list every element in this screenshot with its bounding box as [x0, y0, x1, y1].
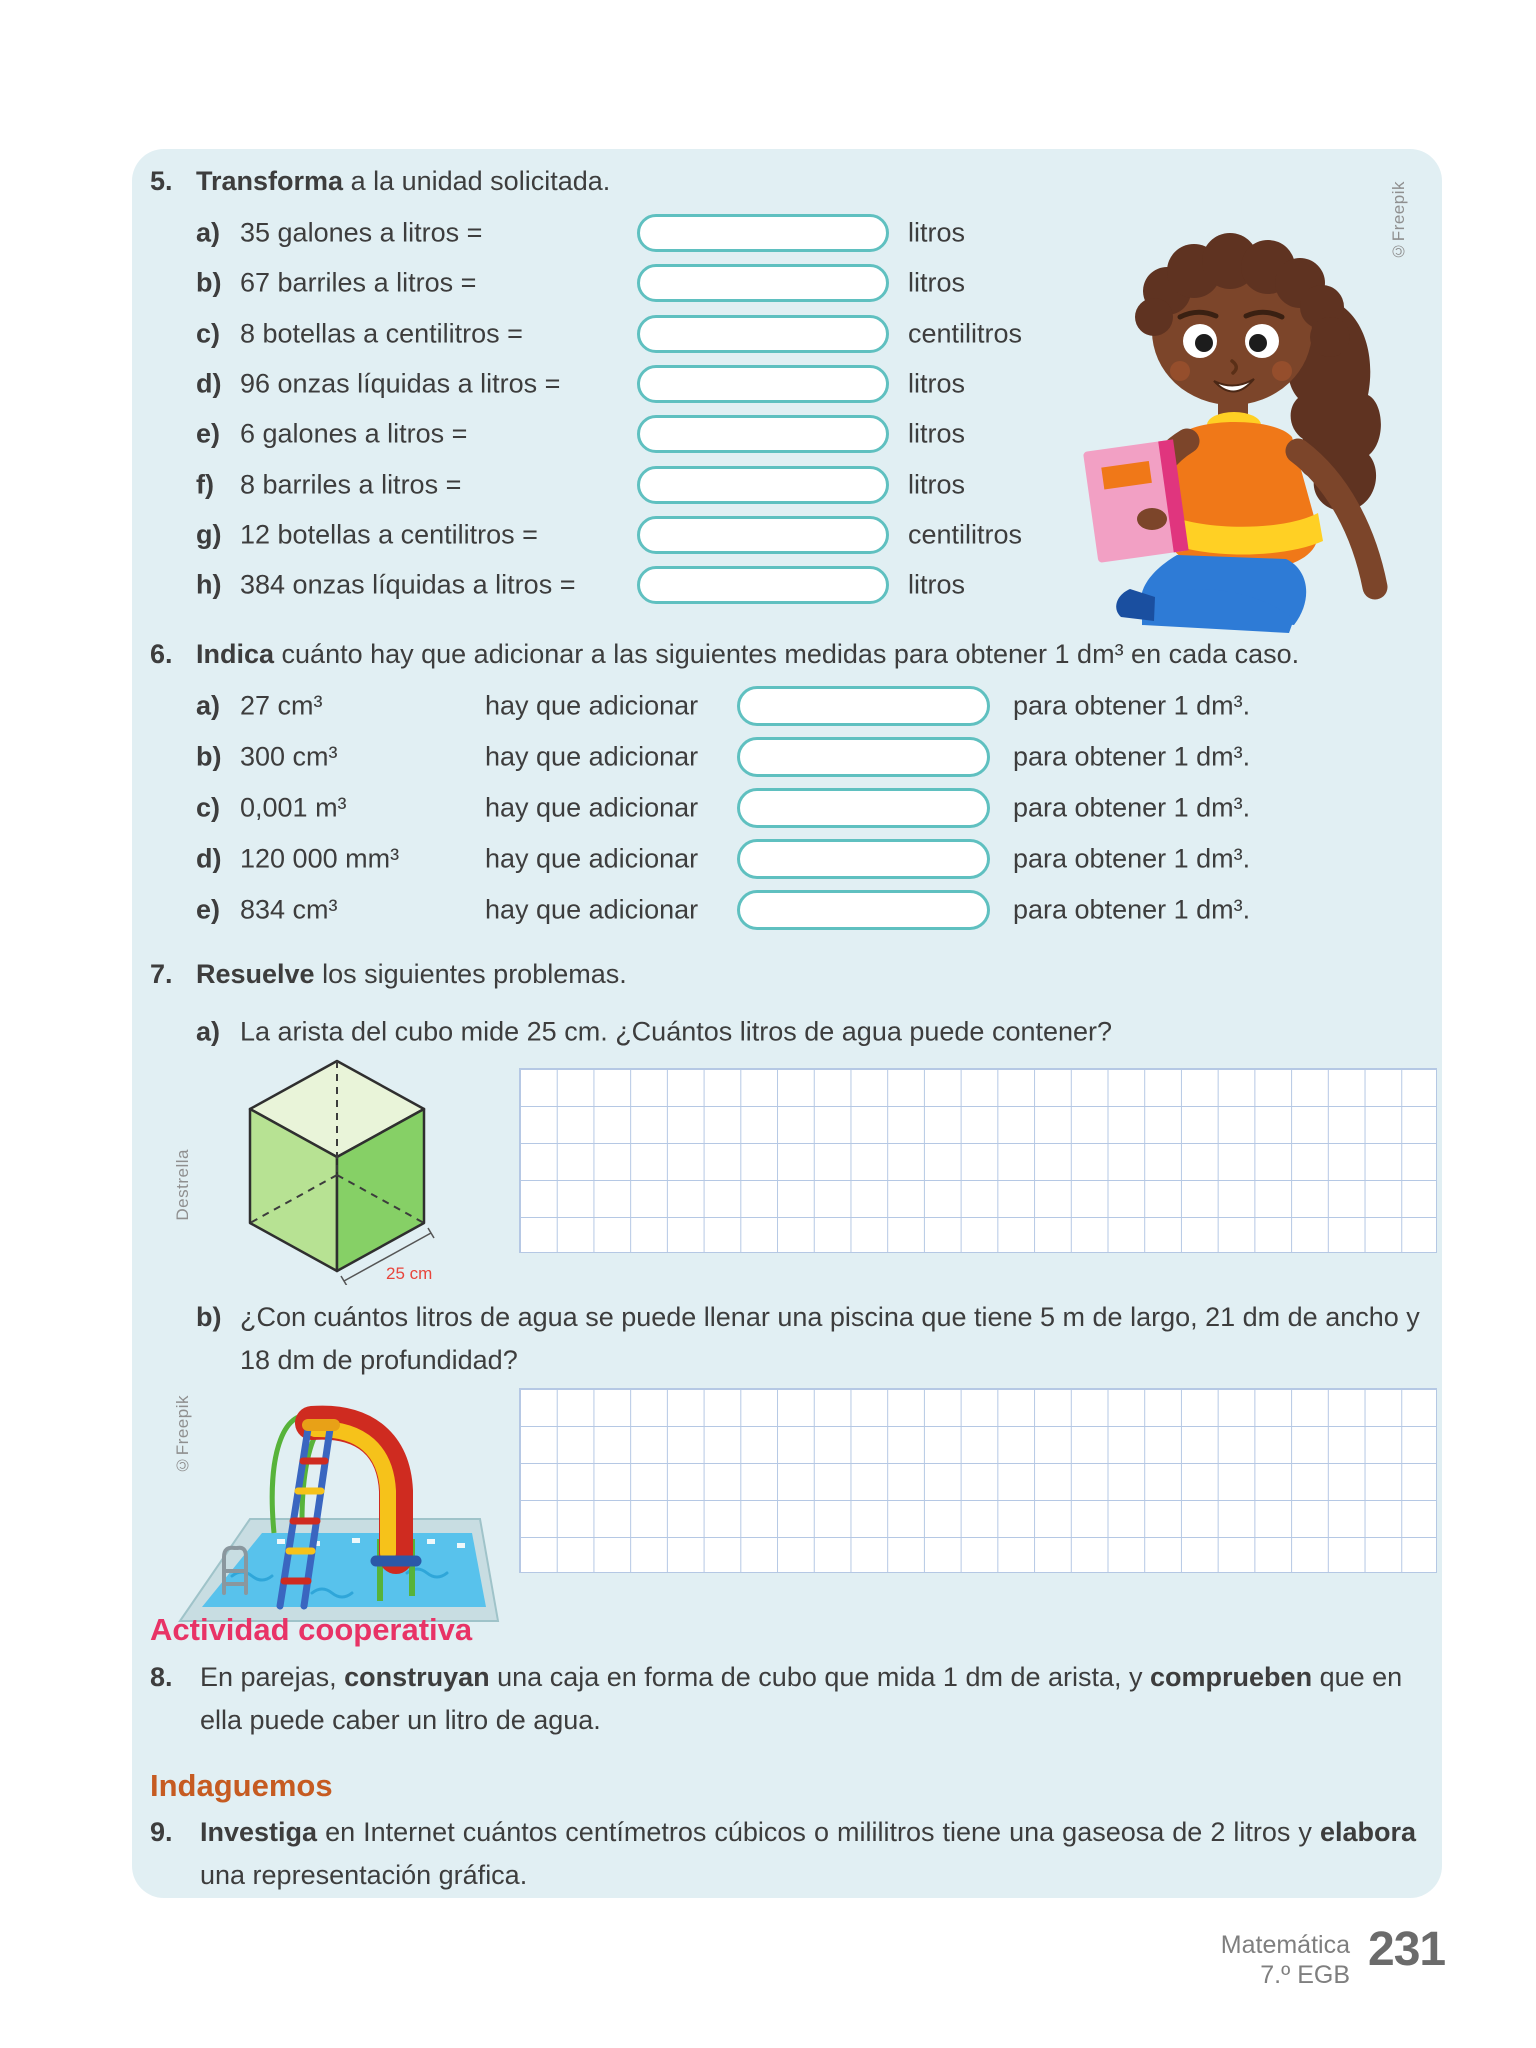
dimension-label: 25 cm — [386, 1264, 433, 1283]
exercise-6d-row — [132, 839, 1442, 879]
activity-heading: Actividad cooperativa — [150, 1612, 473, 1647]
item-label: b) — [196, 741, 222, 772]
section-5-title-rest: a la unidad solicitada. — [343, 166, 611, 196]
item-mid-text: hay que adicionar — [485, 792, 699, 823]
item-text: 67 barriles a litros = — [240, 267, 477, 298]
cube-figure — [242, 1057, 452, 1285]
unit-label: litros — [908, 469, 966, 500]
item-mid-text: hay que adicionar — [485, 690, 699, 721]
section-7-verb: Resuelve — [196, 959, 315, 989]
item-label: d) — [196, 368, 222, 399]
item-number: 9. — [150, 1817, 173, 1847]
item-mid-text: hay que adicionar — [485, 894, 699, 925]
section-7-title-rest: los siguientes problemas. — [314, 959, 627, 989]
item-post-text: para obtener 1 dm³. — [1013, 792, 1251, 823]
exercise-6e-row — [132, 890, 1442, 930]
answer-box[interactable] — [637, 516, 889, 554]
freepik-credit-girl: ©Freepik — [1389, 181, 1408, 261]
exercise-6b-row — [132, 737, 1442, 777]
item-label: d) — [196, 843, 222, 874]
item-label: e) — [196, 418, 221, 449]
unit-label: litros — [908, 368, 966, 399]
answer-box[interactable] — [637, 466, 889, 504]
unit-label: litros — [908, 267, 966, 298]
footer-course: Matemática — [1220, 1931, 1350, 1959]
item-number: 8. — [150, 1662, 173, 1692]
item-label: c) — [196, 792, 221, 823]
item-label: a) — [196, 1016, 221, 1047]
section-6-title-rest: cuánto hay que adicionar a las siguientes medidas para obtener 1 dm³ en cada caso. — [274, 639, 1300, 669]
girl-illustration — [1082, 199, 1412, 639]
exercise-7a-row — [132, 1012, 1442, 1052]
item-label: f) — [196, 469, 214, 500]
item-text: 96 onzas líquidas a litros = — [240, 368, 561, 399]
item-mid-text: hay que adicionar — [485, 843, 699, 874]
answer-box[interactable] — [737, 839, 990, 879]
answer-grid-7a[interactable] — [519, 1068, 1437, 1253]
item-label: a) — [196, 217, 221, 248]
unit-label: litros — [908, 569, 966, 600]
unit-label: litros — [908, 418, 966, 449]
item-label: a) — [196, 690, 221, 721]
item-value: 300 cm³ — [240, 741, 338, 772]
worksheet-panel — [132, 149, 1442, 1898]
item-post-text: para obtener 1 dm³. — [1013, 843, 1251, 874]
item-post-text: para obtener 1 dm³. — [1013, 690, 1251, 721]
section-6-number: 6. — [150, 639, 173, 669]
item-label: e) — [196, 894, 221, 925]
indaguemos-heading: Indaguemos — [150, 1768, 333, 1803]
item-value: 0,001 m³ — [240, 792, 347, 823]
item-label: b) — [196, 267, 222, 298]
item-mid-text: hay que adicionar — [485, 741, 699, 772]
unit-label: litros — [908, 217, 966, 248]
item-text: La arista del cubo mide 25 cm. ¿Cuántos litros de agua puede contener? — [240, 1016, 1113, 1047]
answer-box[interactable] — [637, 315, 889, 353]
item-value: 27 cm³ — [240, 690, 323, 721]
item-text: 35 galones a litros = — [240, 217, 483, 248]
destrella-credit: Destrella — [173, 1149, 192, 1221]
answer-box[interactable] — [637, 214, 889, 252]
section-5-verb: Transforma — [196, 166, 344, 196]
unit-label: centilitros — [908, 318, 1023, 349]
item-value: 120 000 mm³ — [240, 843, 400, 874]
item-text: 384 onzas líquidas a litros = — [240, 569, 576, 600]
answer-box[interactable] — [737, 890, 990, 930]
item-text: 6 galones a litros = — [240, 418, 468, 449]
answer-box[interactable] — [737, 737, 990, 777]
answer-box[interactable] — [637, 566, 889, 604]
exercise-6c-row — [132, 788, 1442, 828]
item-text: ¿Con cuántos litros de agua se puede llenar una piscina que tiene 5 m de largo, 21 dm de ancho y 18 dm de profundidad? — [240, 1302, 1420, 1375]
footer-grade: 7.º EGB — [1260, 1961, 1350, 1989]
answer-box[interactable] — [637, 365, 889, 403]
footer-course-block — [1221, 1930, 1350, 1990]
answer-box[interactable] — [637, 415, 889, 453]
item-text: 8 barriles a litros = — [240, 469, 462, 500]
item-label: h) — [196, 569, 222, 600]
item-text: En parejas, construyan una caja en forma de cubo que mida 1 dm de arista, y comprueben que en ella puede caber un litro de agua. — [200, 1662, 1403, 1735]
item-label: g) — [196, 519, 222, 550]
item-text: Investiga en Internet cuántos centímetros cúbicos o mililitros tiene una gaseosa de 2 litros y elabora una representación gráfica. — [200, 1817, 1416, 1890]
freepik-credit-pool: ©Freepik — [173, 1395, 192, 1475]
section-5-number: 5. — [150, 166, 173, 196]
section-7-number: 7. — [150, 959, 173, 989]
answer-box[interactable] — [637, 264, 889, 302]
answer-box[interactable] — [737, 686, 990, 726]
pool-illustration — [162, 1391, 502, 1636]
item-text: 12 botellas a centilitros = — [240, 519, 538, 550]
item-label: c) — [196, 318, 221, 349]
exercise-6a-row — [132, 686, 1442, 726]
item-text: 8 botellas a centilitros = — [240, 318, 523, 349]
answer-grid-7b[interactable] — [519, 1388, 1437, 1573]
unit-label: centilitros — [908, 519, 1023, 550]
item-post-text: para obtener 1 dm³. — [1013, 894, 1251, 925]
page-number: 231 — [1368, 1923, 1446, 1976]
item-value: 834 cm³ — [240, 894, 338, 925]
section-6-verb: Indica — [196, 639, 275, 669]
answer-box[interactable] — [737, 788, 990, 828]
item-post-text: para obtener 1 dm³. — [1013, 741, 1251, 772]
item-label: b) — [196, 1302, 222, 1332]
